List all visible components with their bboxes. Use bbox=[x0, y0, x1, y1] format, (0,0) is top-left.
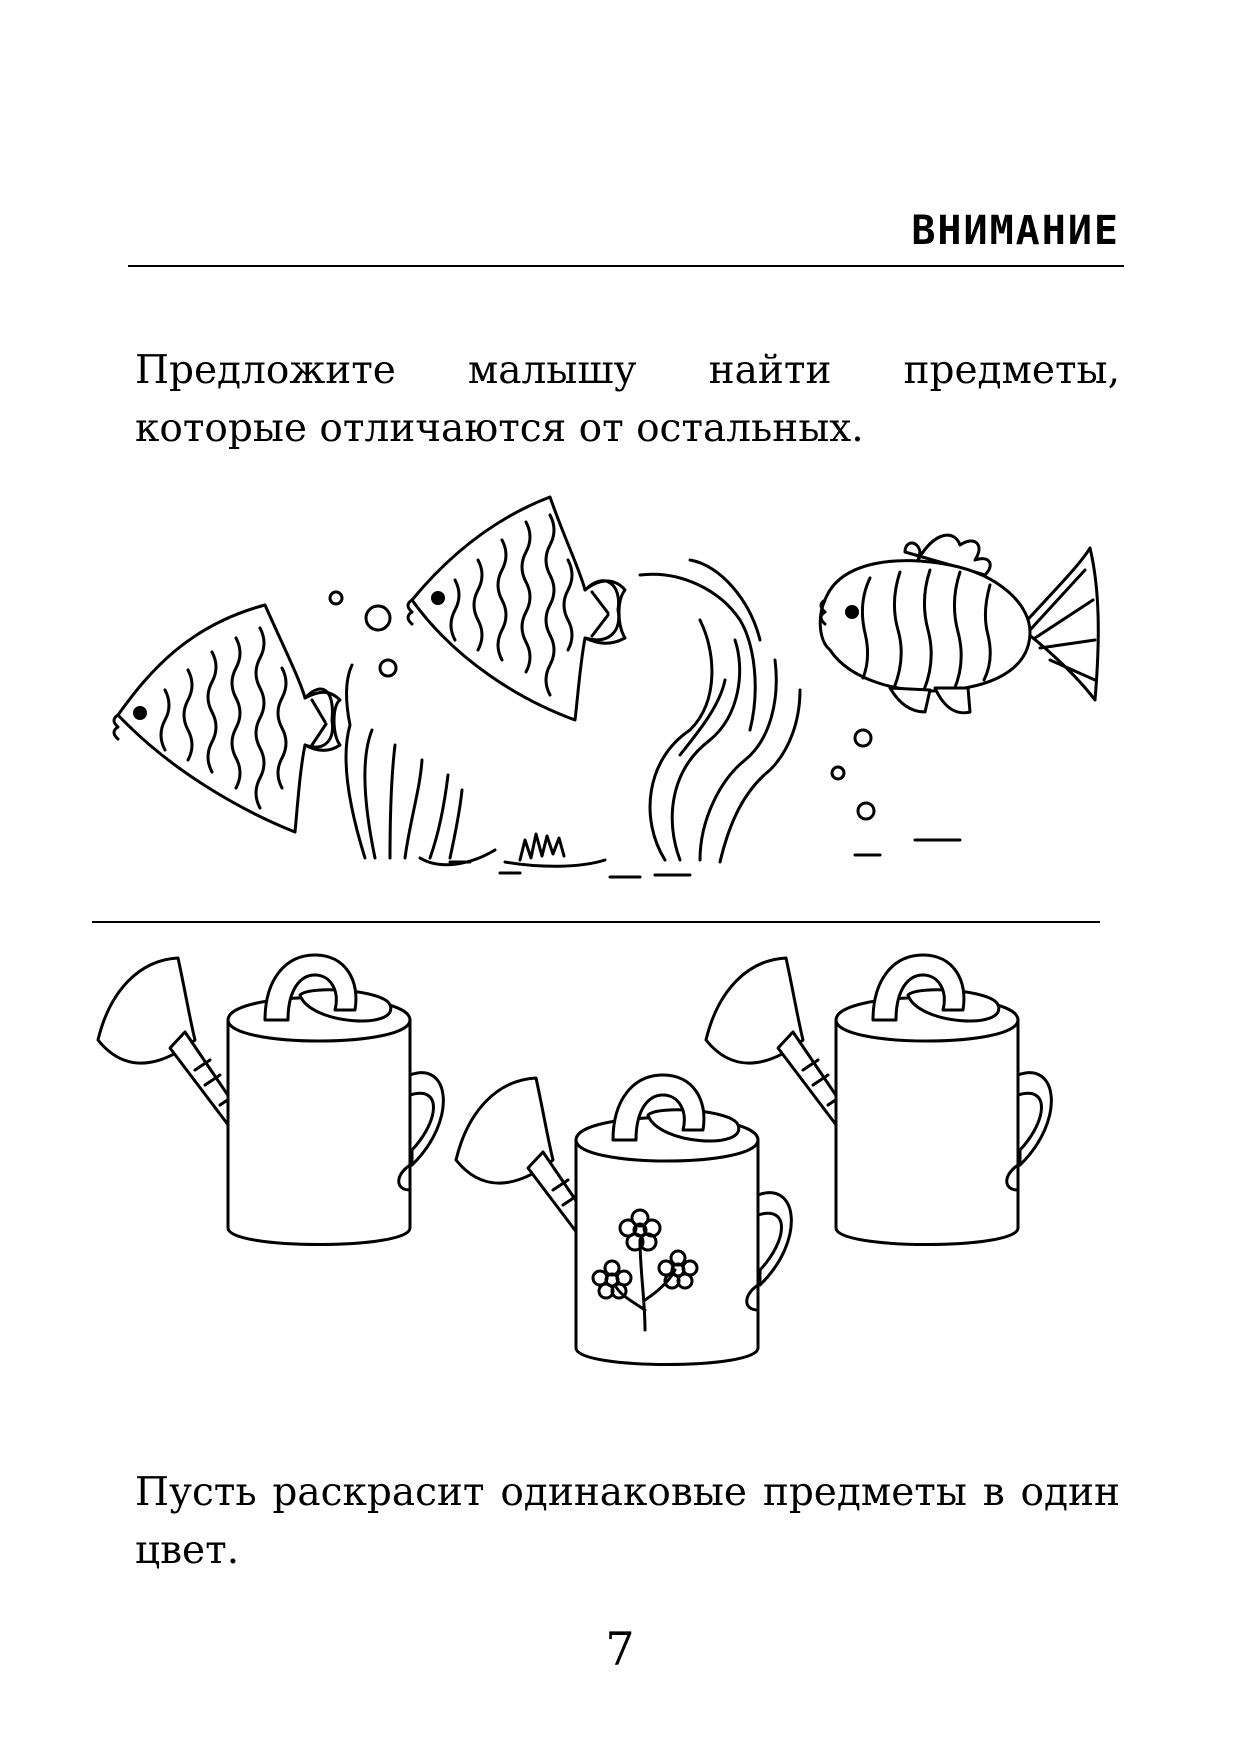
closing-instruction-text: Пусть раскрасит одинаковые предметы в один цвет. bbox=[135, 1470, 1120, 1573]
round-fish bbox=[820, 535, 1098, 713]
instruction-text: Предложите малышу найти предметы, которые отличаются от остальных. bbox=[135, 348, 1120, 451]
watering-can-left bbox=[98, 955, 443, 1245]
angelfish-left bbox=[114, 605, 340, 832]
page-number: 7 bbox=[605, 1622, 635, 1676]
page-heading: ВНИМАНИЕ bbox=[911, 208, 1120, 254]
section-divider bbox=[92, 921, 1100, 923]
angelfish-right bbox=[408, 497, 625, 720]
watering-can-middle bbox=[456, 1075, 791, 1365]
